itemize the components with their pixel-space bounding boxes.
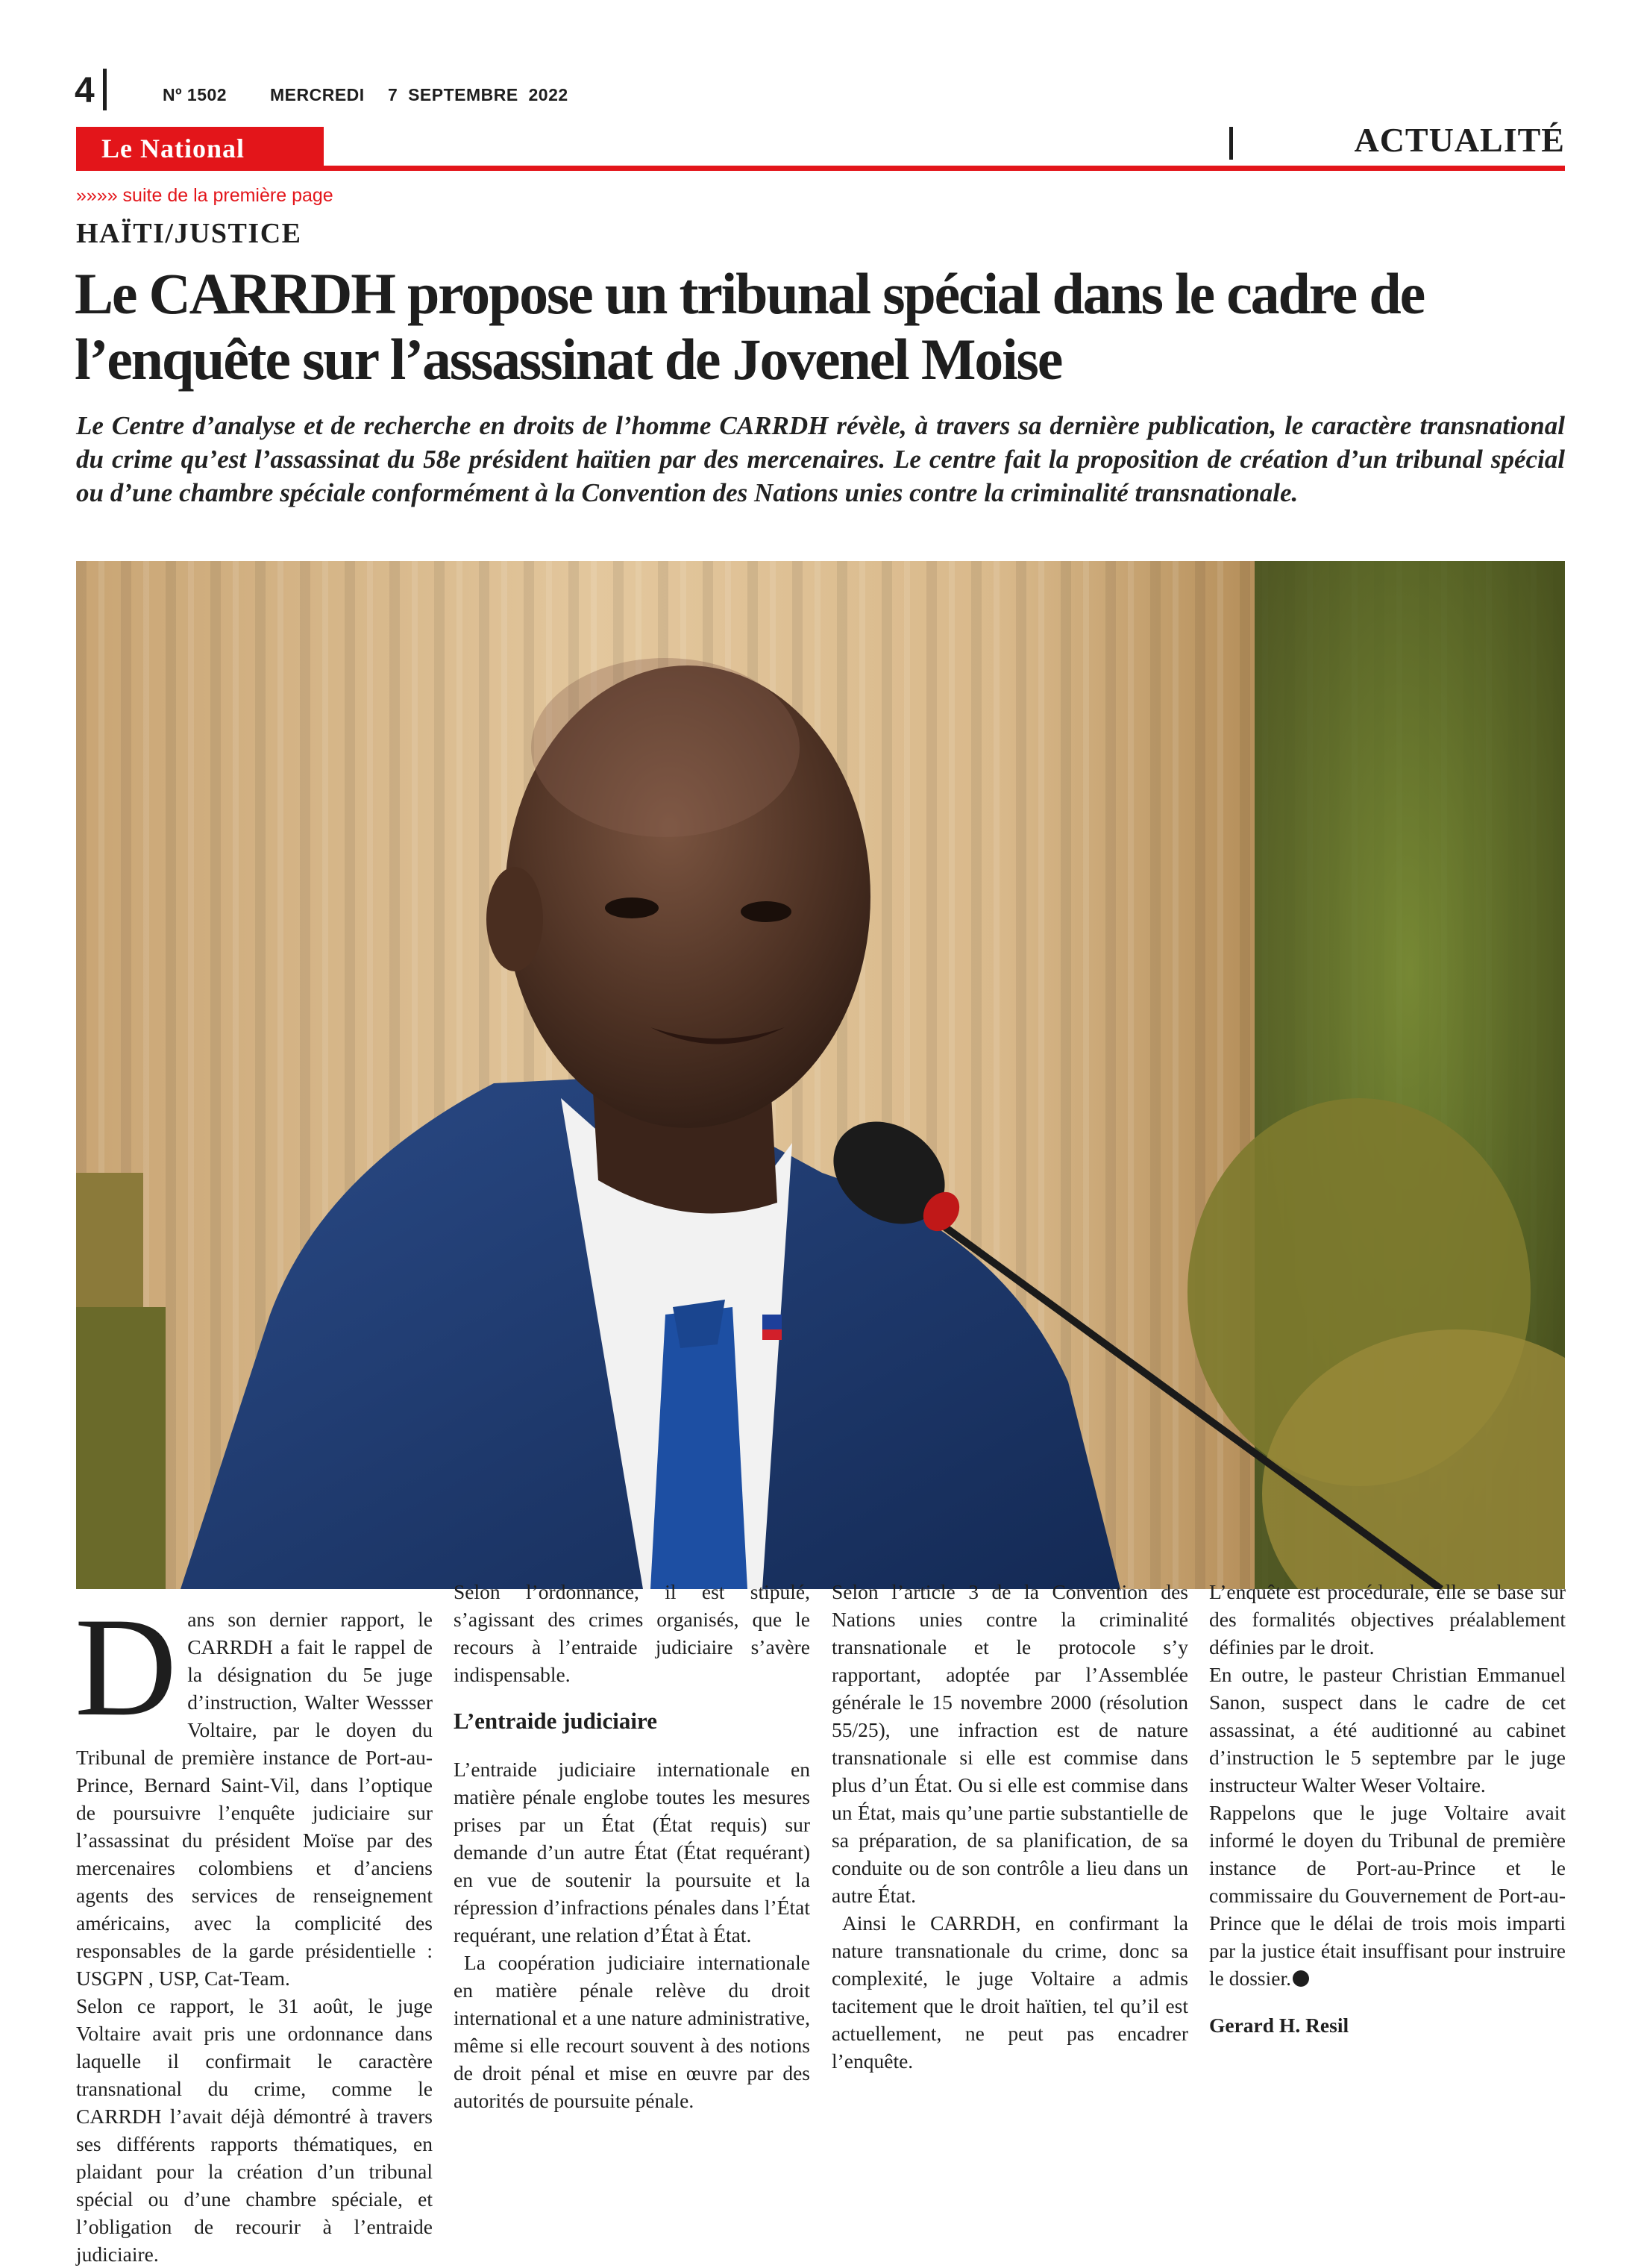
end-of-article-icon — [1293, 1970, 1309, 1987]
article-paragraph: Selon l’ordonnance, il est stipulé, s’agissant des crimes organisés, que le recours à l’entraide judiciaire s’avère indispensable. — [454, 1580, 810, 1686]
page-number-divider — [103, 69, 107, 110]
article-paragraph: Selon ce rapport, le 31 août, le juge Voltaire avait pris une ordonnance dans laquelle il confirmait le caractère transnational du crime, comme le CARRDH l’avait déjà démontré à travers ses différents rapports thématiques, en plaidant pour la création d’un tribunal spécial ou d’une chambre spéciale, et l’obligation de recourir à l’entraide judiciaire. — [76, 1994, 433, 2266]
article-paragraph — [1209, 1799, 1566, 1992]
article-paragraph: La coopération judiciaire internationale en matière pénale relève du droit international et a une nature administrative, même si elle recourt souvent à des notions de droit pénal et mise en œuvre par des autorités de poursuite pénale. — [454, 1951, 811, 2112]
paragraph-text: Rappelons que le juge Voltaire avait informé le doyen du Tribunal de première instance de Port-au-Prince et le commissaire du Gouvernement de Port-au-Prince que le délai de trois mois imparti par la justice était insuffisant pour instruire le dossier. — [1209, 1801, 1566, 1990]
paragraph-text: ans son dernier rapport, le CARRDH a fait le rappel de la désignation du 5e juge d’instruction, Walter Wessser Voltaire, par le doyen du Tribunal de première instance de Port-au-Prince, Bernard Saint-Vil, dans l’optique de poursuivre l’enquête judiciaire sur l’assassinat du président Moïse par des mercenaires colombiens et d’anciens agents des services de renseignement américains, avec la complicité des responsables de la garde présidentielle : USGPN , USP, Cat-Team. — [76, 1608, 433, 1990]
newspaper-logo: Le National — [101, 134, 245, 163]
portrait-photo-icon — [76, 561, 1565, 1589]
section-title: ACTUALITÉ — [1354, 121, 1565, 159]
dropcap: D — [75, 1589, 178, 1746]
article-paragraph — [75, 1589, 433, 1992]
article-paragraph: En outre, le pasteur Christian Emmanuel Sanon, suspect dans le cadre de cet assassinat, a été auditionné au cabinet d’instruction le 5 septembre par le juge instructeur Walter Weser Voltaire. — [1209, 1663, 1566, 1796]
article-column-1 — [75, 1589, 433, 2268]
page-number: 4 — [75, 71, 95, 110]
article-dek: Le Centre d’analyse et de recherche en droits de l’homme CARRDH révèle, à travers sa dernière publication, le caractère transnational du crime qu’est l’assassinat du 58e président haïtien par des mercenaires. Le centre fait la proposition de création d’un tribunal spécial ou d’une chambre spéciale conformément à la Convention des Nations unies contre la criminalité transnationale. — [76, 411, 1565, 507]
article-paragraph: L’entraide judiciaire internationale en matière pénale englobe toutes les mesures prises par un État (État requis) sur demande d’un autre État (État requérant) en vue de soutenir la poursuite et la répression d’infractions pénales dans l’État requérant, une relation d’État à État. — [454, 1758, 810, 1946]
article-paragraph: Selon l’article 3 de la Convention des Nations unies contre la criminalité transnationale et le protocole s’y rapportant, adoptée par l’Assemblée générale le 15 novembre 2000 (résolution 55/25), une infraction est de nature transnationale si elle est commise dans plus d’un État. Ou si elle est commise dans un État, mais qu’une partie substantielle de sa préparation, de sa planification, de sa conduite ou de son contrôle a lieu dans un autre État. — [832, 1580, 1188, 1907]
issue-date: 7 SEPTEMBRE 2022 — [388, 85, 568, 104]
article-column-2 — [454, 1578, 810, 2114]
article-column-4 — [1209, 1578, 1566, 2039]
article-kicker: HAÏTI/JUSTICE — [76, 218, 302, 249]
article-photo — [76, 561, 1565, 1589]
article-column-3 — [832, 1578, 1188, 2075]
issue-weekday: MERCREDI — [270, 85, 365, 104]
continued-from-link[interactable]: »»»» suite de la première page — [76, 185, 333, 206]
article-headline: Le CARRDH propose un tribunal spécial dans le cadre de l’enquête sur l’assassinat de Jovenel Moise — [75, 261, 1424, 392]
article-subhead: L’entraide judiciaire — [454, 1708, 657, 1734]
article-paragraph: L’enquête est procédurale, elle se base sur des formalités objectives préalablement définies par le droit. — [1209, 1580, 1566, 1658]
issue-number: Nº 1502 — [163, 85, 228, 104]
header-rule — [76, 166, 1565, 171]
section-divider — [1229, 127, 1233, 160]
article-paragraph: Ainsi le CARRDH, en confirmant la nature transnationale du crime, donc sa complexité, le juge Voltaire a admis tacitement que le droit haïtien, tel qu’il est actuellement, ne peut pas encadrer l’enquête. — [832, 1911, 1188, 2073]
article-byline: Gerard H. Resil — [1209, 2014, 1349, 2037]
